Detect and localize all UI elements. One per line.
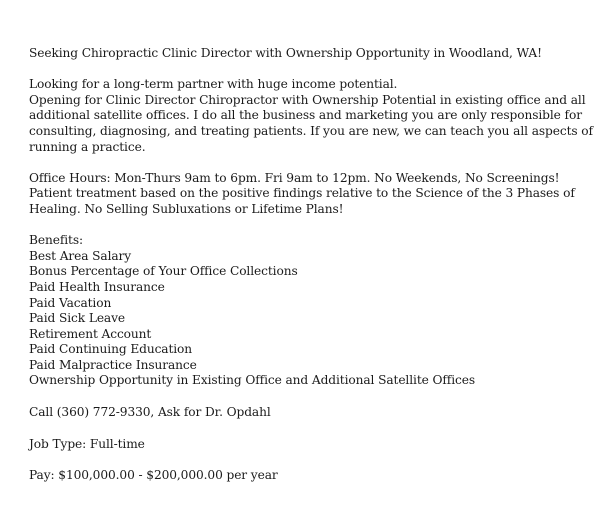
spacer xyxy=(29,218,594,234)
benefit-item: Paid Vacation xyxy=(29,295,112,310)
benefits-list xyxy=(29,249,594,389)
spacer xyxy=(29,452,594,468)
contact-line: Call (360) 772-9330, Ask for Dr. Opdahl xyxy=(29,405,271,420)
spacer xyxy=(29,389,594,405)
intro-body: Opening for Clinic Director Chiropractor with Ownership Potential in existing office and all additional satellite offices. I do all the business and marketing you are only responsible for consulting, diagnosing, and treating patients. If you are new, we can teach you all aspects of running a practice. xyxy=(29,92,593,154)
spacer xyxy=(29,62,594,78)
job-type: Job Type: Full-time xyxy=(29,436,145,451)
spacer xyxy=(29,421,594,437)
benefits-heading: Benefits: xyxy=(29,233,83,248)
benefit-item: Retirement Account xyxy=(29,326,152,341)
benefit-item: Paid Continuing Education xyxy=(29,342,193,357)
intro-tagline: Looking for a long-term partner with huge income potential. xyxy=(29,77,398,92)
benefit-item: Paid Health Insurance xyxy=(29,279,165,294)
spacer xyxy=(29,155,594,171)
benefit-item: Paid Sick Leave xyxy=(29,311,125,326)
posting-title: Seeking Chiropractic Clinic Director with Ownership Opportunity in Woodland, WA! xyxy=(29,46,542,60)
benefit-item: Ownership Opportunity in Existing Office and Additional Satellite Offices xyxy=(29,373,476,388)
benefit-item: Best Area Salary xyxy=(29,248,132,263)
pay-range: Pay: $100,000.00 - $200,000.00 per year xyxy=(29,468,278,483)
office-hours: Office Hours: Mon-Thurs 9am to 6pm. Fri 9am to 12pm. No Weekends, No Screenings! Patient treatment based on the positive findings relative to the Science of the 3 Phases of Healing. No Selling Subluxations or Lifetime Plans! xyxy=(29,170,575,216)
benefit-item: Paid Malpractice Insurance xyxy=(29,357,197,372)
benefit-item: Bonus Percentage of Your Office Collections xyxy=(29,264,298,279)
job-posting-document xyxy=(29,46,594,484)
